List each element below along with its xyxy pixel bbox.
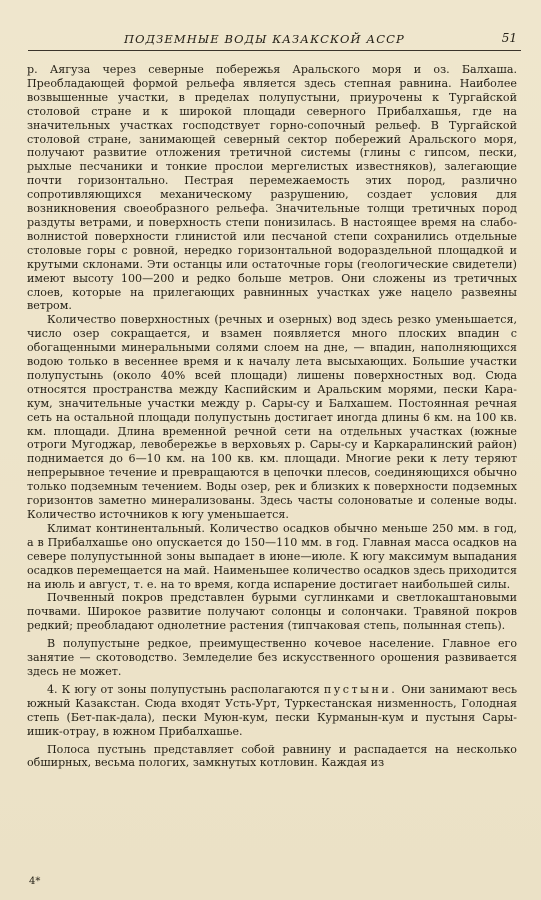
paragraph-climate: Климат континентальный. Количество осадков обычно меньше 250 мм. в год, а в Прибалхашье оно опускается до 150—110 мм. в год. Главная масса осадков на севере полупустынной зоны выпадает в июне—июле. К югу максимум выпадания осадков перемещается на май. Наименьшее количество осадков здесь приходится на июль и август, т. е. на то время, когда испарение достигает наибольшей силы. — [27, 521, 517, 591]
deserts-text-before: 4. К югу от зоны полупустынь располагаются — [47, 682, 324, 696]
signature-mark: 4* — [29, 876, 41, 887]
running-header — [28, 26, 521, 51]
paragraph-desert-belt: Полоса пустынь представляет собой равнину и распадается на несколько обширных, весьма пологих, замкнутых котловин. Каждая из — [27, 742, 517, 770]
paragraph-soil: Почвенный покров представлен бурыми суглинками и светлокаштановыми почвами. Широкое развитие получают солонцы и солончаки. Травяной покров редкий; преобладают однолетние растения (типчаковая степь, полынная степь). — [27, 591, 517, 633]
deserts-term: пустыни. — [323, 682, 398, 696]
body-text — [27, 63, 517, 770]
deserts-text-after: Они занимают весь южный Казакстан. Сюда входят Усть-Урт, Туркестанская низменность, Голодная степь (Бет-пак-дала), пески Муюн-кум, пески Курманын-кум и пустыня Сары-ишик-отрау, в южном Прибалхашье. — [27, 682, 517, 738]
paragraph-population: В полупустыне редкое, преимущественно кочевое население. Главное его занятие — скотоводство. Земледелие без искусственного орошения развивается здесь не может. — [27, 637, 517, 678]
page-number: 51 — [501, 31, 517, 45]
paragraph-relief: р. Аягуза через северные побережья Аральского моря и оз. Балхаша. Преобладающей формой рельефа является здесь степная равнина. Наиболее возвышенные участки, в пределах полупустыни, приурочены к Тургайской столовой стране и к широкой площади северного Прибалхашья, где на значительных участках господствует горно-сопочный рельеф. В Тургайской столовой стране, занимающей северный сектор побережий Аральского моря, получают развитие отложения третичной системы (глины с гипсом, пески, рыхлые песчаники и тонкие прослои мергелистых известняков), залегающие почти горизонтально. Пестрая перемежаемость этих пород, различно сопротивляющихся механическому разрушению, создает условия для возникновения своеобразного рельефа. Значительные толщи третичных пород раздуты ветрами, и поверхность степи понизилась. В настоящее время на слабо-волнистой поверхности глинистой или песчаной степи сохранились отдельные столовые горы с ровной, нередко горизонтальной водораздельной площадкой и крутыми склонами. Эти останцы или остаточные горы (геологические свидетели) имеют высоту 100—200 и редко больше метров. Они сложены из третичных слоев, которые на прилегающих равнинных участках уже нацело развеяны ветром. — [27, 63, 517, 313]
paragraph-surface-waters: Количество поверхностных (речных и озерных) вод здесь резко уменьшается, число озер сокращается, и взамен появляется много плоских впадин с обогащенными минеральными солями слоем на дне, — впадин, наполняющихся водою только в весеннее время и к началу лета высыхающих. Большие участки полупустынь (около 40% всей площади) лишены поверхностных вод. Сюда относятся пространства между Каспийским и Аральским морями, пески Кара-кум, значительные участки между р. Сары-су и Балхашем. Постоянная речная сеть на остальной площади полупустынь достигает иногда длины 6 км. на 100 кв. км. площади. Длина временной речной сети на отдельных участках (южные отроги Мугоджар, левобережье в верховьях р. Сары-су и Каркаралинский район) поднимается до 6—10 км. на 100 кв. км. площади. Многие реки к лету теряют непрерывное течение и превращаются в цепочки плесов, соединяющихся обычно только подземным течением. Воды озер, рек и близких к поверхности подземных горизонтов заметно минерализованы. Здесь часты солоноватые и соленые воды. Количество источников к югу уменьшается. — [27, 313, 517, 521]
header-title: ПОДЗЕМНЫЕ ВОДЫ КАЗАКСКОЙ АССР — [124, 32, 405, 46]
paragraph-deserts — [27, 683, 517, 739]
